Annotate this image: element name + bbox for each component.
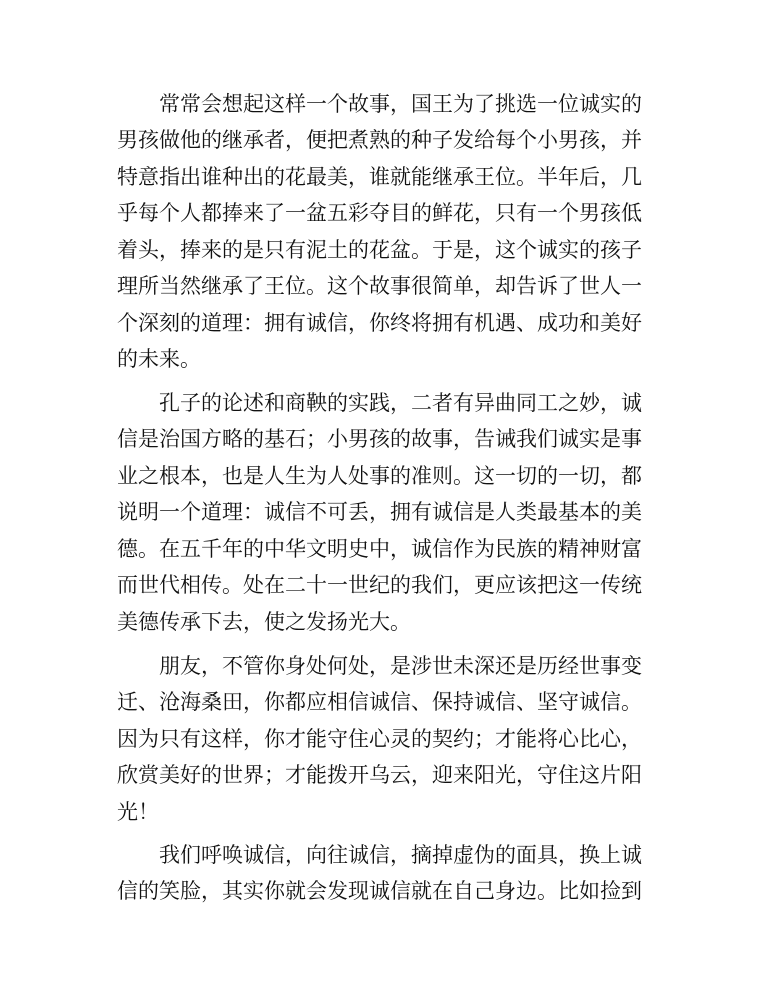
paragraph-3-line-3: 因为只有这样，你才能守住心灵的契约；才能将心比心，	[117, 727, 642, 751]
paragraph-1-line-4: 乎每个人都捧来了一盆五彩夺目的鲜花，只有一个男孩低	[117, 201, 642, 225]
paragraph-2-line-4: 说明一个道理：诚信不可丢，拥有诚信是人类最基本的美	[117, 500, 642, 524]
paragraph-1-line-1: 常常会想起这样一个故事，国王为了挑选一位诚实的	[159, 92, 642, 116]
paragraph-2-line-6: 而世代相传。处在二十一世纪的我们，更应该把这一传统	[117, 573, 642, 597]
paragraph-1-line-6: 理所当然继承了王位。这个故事很简单，却告诉了世人一	[117, 274, 642, 298]
paragraph-1-line-2: 男孩做他的继承者，便把煮熟的种子发给每个小男孩，并	[117, 128, 642, 152]
paragraph-1-line-8: 的未来。	[117, 347, 201, 371]
paragraph-3-line-2: 迁、沧海桑田，你都应相信诚信、保持诚信、坚守诚信。	[117, 690, 642, 714]
paragraph-2-line-2: 信是治国方略的基石；小男孩的故事，告诫我们诚实是事	[117, 427, 642, 451]
paragraph-3-line-5: 光！	[117, 800, 159, 824]
paragraph-1-line-7: 个深刻的道理：拥有诚信，你终将拥有机遇、成功和美好	[117, 311, 642, 335]
paragraph-4-line-1: 我们呼唤诚信，向往诚信，摘掉虚伪的面具，换上诚	[159, 843, 642, 867]
paragraph-3-line-4: 欣赏美好的世界；才能拨开乌云，迎来阳光，守住这片阳	[117, 763, 642, 787]
paragraph-2-line-5: 德。在五千年的中华文明史中，诚信作为民族的精神财富	[117, 537, 642, 561]
paragraph-2-line-1: 孔子的论述和商鞅的实践，二者有异曲同工之妙，诚	[159, 391, 642, 415]
paragraph-3-line-1: 朋友，不管你身处何处，是涉世未深还是历经世事变	[159, 654, 642, 678]
paragraph-2-line-7: 美德传承下去，使之发扬光大。	[117, 610, 411, 634]
paragraph-1-line-3: 特意指出谁种出的花最美，谁就能继承王位。半年后，几	[117, 165, 642, 189]
paragraph-4-line-2: 信的笑脸，其实你就会发现诚信就在自己身边。比如捡到	[117, 879, 642, 903]
paragraph-1-line-5: 着头，捧来的是只有泥土的花盆。于是，这个诚实的孩子	[117, 238, 642, 262]
paragraph-2-line-3: 业之根本，也是人生为人处事的准则。这一切的一切，都	[117, 464, 642, 488]
